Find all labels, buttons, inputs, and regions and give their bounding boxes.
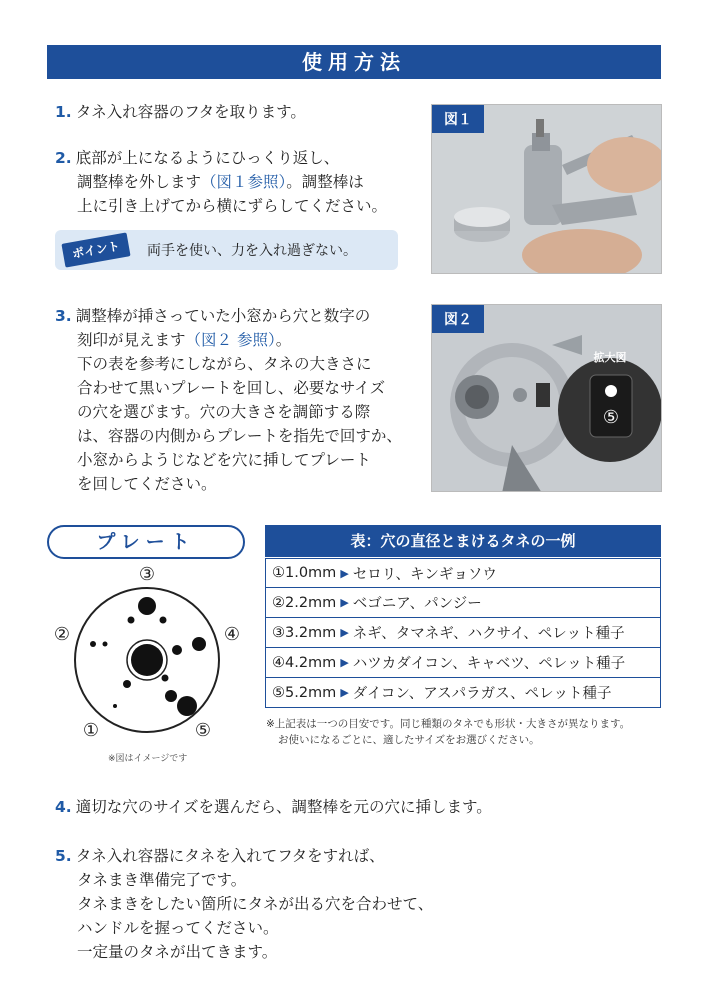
step-number: 4. [55, 798, 72, 816]
step-number: 2. [55, 149, 72, 167]
page-title: 使用方法 [47, 45, 661, 79]
step-text: 刻印が見えます [77, 331, 186, 349]
step-text: 適切な穴のサイズを選んだら、調整棒を元の穴に挿します。 [75, 798, 492, 816]
step-4 [55, 795, 492, 819]
table-seeds: ダイコン、アスパラガス、ペレット種子 [352, 686, 612, 702]
step-text: を回してください。 [77, 475, 217, 493]
step-text: 調整棒を外します [77, 173, 202, 191]
step-text: 。調整棒は [286, 173, 364, 191]
step-text: 底部が上になるようにひっくり返し、 [75, 149, 340, 167]
step-text: 調整棒が挿さっていた小窓から穴と数字の [75, 307, 371, 325]
step-text: 下の表を参考にしながら、タネの大きさに [77, 355, 372, 373]
zoom-number: ⑤ [602, 407, 620, 428]
table-size: ④4.2mm [272, 654, 337, 671]
point-tag: ポイント [61, 232, 130, 267]
table-size: ②2.2mm [272, 594, 337, 611]
figure-2-label: 図２ [432, 305, 484, 333]
step-text: ハンドルを握ってください。 [77, 919, 279, 937]
table-note [266, 716, 630, 748]
table-seeds: ベゴニア、パンジー [352, 596, 482, 612]
arrow-right-icon: ▶ [340, 686, 349, 699]
table-row [265, 678, 661, 708]
step-5 [55, 844, 433, 964]
table-row [265, 648, 661, 678]
figure-2-photo [431, 304, 662, 492]
zoom-label: 拡大図 [593, 351, 627, 364]
step-text: の穴を選びます。穴の大きさを調節する際 [77, 403, 371, 421]
figure-2-illustration [432, 305, 662, 492]
table-row [265, 618, 661, 648]
figure-reference: （図２ 参照） [185, 331, 276, 349]
step-text: 合わせて黒いプレートを回し、必要なサイズ [77, 379, 386, 397]
table-seeds: ハツカダイコン、キャベツ、ペレット種子 [352, 656, 626, 672]
step-text: タネまきをしたい箇所にタネが出る穴を合わせて、 [77, 895, 434, 913]
table-size: ①1.0mm [272, 565, 337, 581]
plate-label-2: ② [53, 624, 71, 645]
step-text: タネ入れ容器にタネを入れてフタをすれば、 [75, 847, 385, 865]
plate-label-1: ① [82, 720, 100, 741]
step-2 [55, 146, 387, 218]
step-text: タネ入れ容器のフタを取ります。 [75, 103, 306, 121]
point-text: 両手を使い、力を入れ過ぎない。 [147, 243, 357, 259]
step-number: 1. [55, 103, 72, 121]
plate-label-3: ③ [138, 564, 156, 585]
step-1 [55, 100, 306, 124]
table-row [265, 558, 661, 588]
arrow-right-icon: ▶ [340, 596, 349, 609]
table-size: ⑤5.2mm [272, 684, 337, 701]
plate-caption: ※図はイメージです [108, 754, 188, 764]
size-table [265, 558, 661, 708]
arrow-right-icon: ▶ [340, 626, 349, 639]
figure-reference: （図１参照） [201, 173, 287, 191]
step-number: 3. [55, 307, 72, 325]
table-row [265, 588, 661, 618]
step-3 [55, 304, 402, 496]
arrow-right-icon: ▶ [340, 656, 349, 669]
step-number: 5. [55, 847, 72, 865]
table-seeds: セロリ、キンギョソウ [352, 566, 497, 583]
table-note-line: お使いになるごとに、適したサイズをお選びください。 [278, 734, 540, 746]
step-text: 。 [275, 331, 292, 349]
step-text: 上に引き上げてから横にずらしてください。 [77, 197, 388, 215]
point-callout [55, 230, 398, 270]
step-text: 小窓からようじなどを穴に挿してプレート [77, 451, 371, 469]
figure-1-label: 図１ [432, 105, 484, 133]
plate-label-5: ⑤ [194, 720, 212, 741]
step-text: 一定量のタネが出てきます。 [77, 943, 278, 961]
step-text: タネまき準備完了です。 [77, 871, 247, 889]
step-text: は、容器の内側からプレートを指先で回すか、 [77, 427, 402, 445]
figure-1-photo [431, 104, 662, 274]
table-title: 表：穴の直径とまけるタネの一例 [265, 525, 661, 557]
plate-title: プレート [47, 525, 245, 559]
table-seeds: ネギ、タマネギ、ハクサイ、ペレット種子 [352, 626, 625, 642]
plate-label-4: ④ [223, 624, 241, 645]
plate-diagram [45, 560, 255, 760]
table-note-line: ※上記表は一つの目安です。同じ種類のタネでも形状・大きさが異なります。 [266, 718, 631, 730]
table-size: ③3.2mm [272, 624, 337, 641]
arrow-right-icon: ▶ [340, 566, 349, 580]
